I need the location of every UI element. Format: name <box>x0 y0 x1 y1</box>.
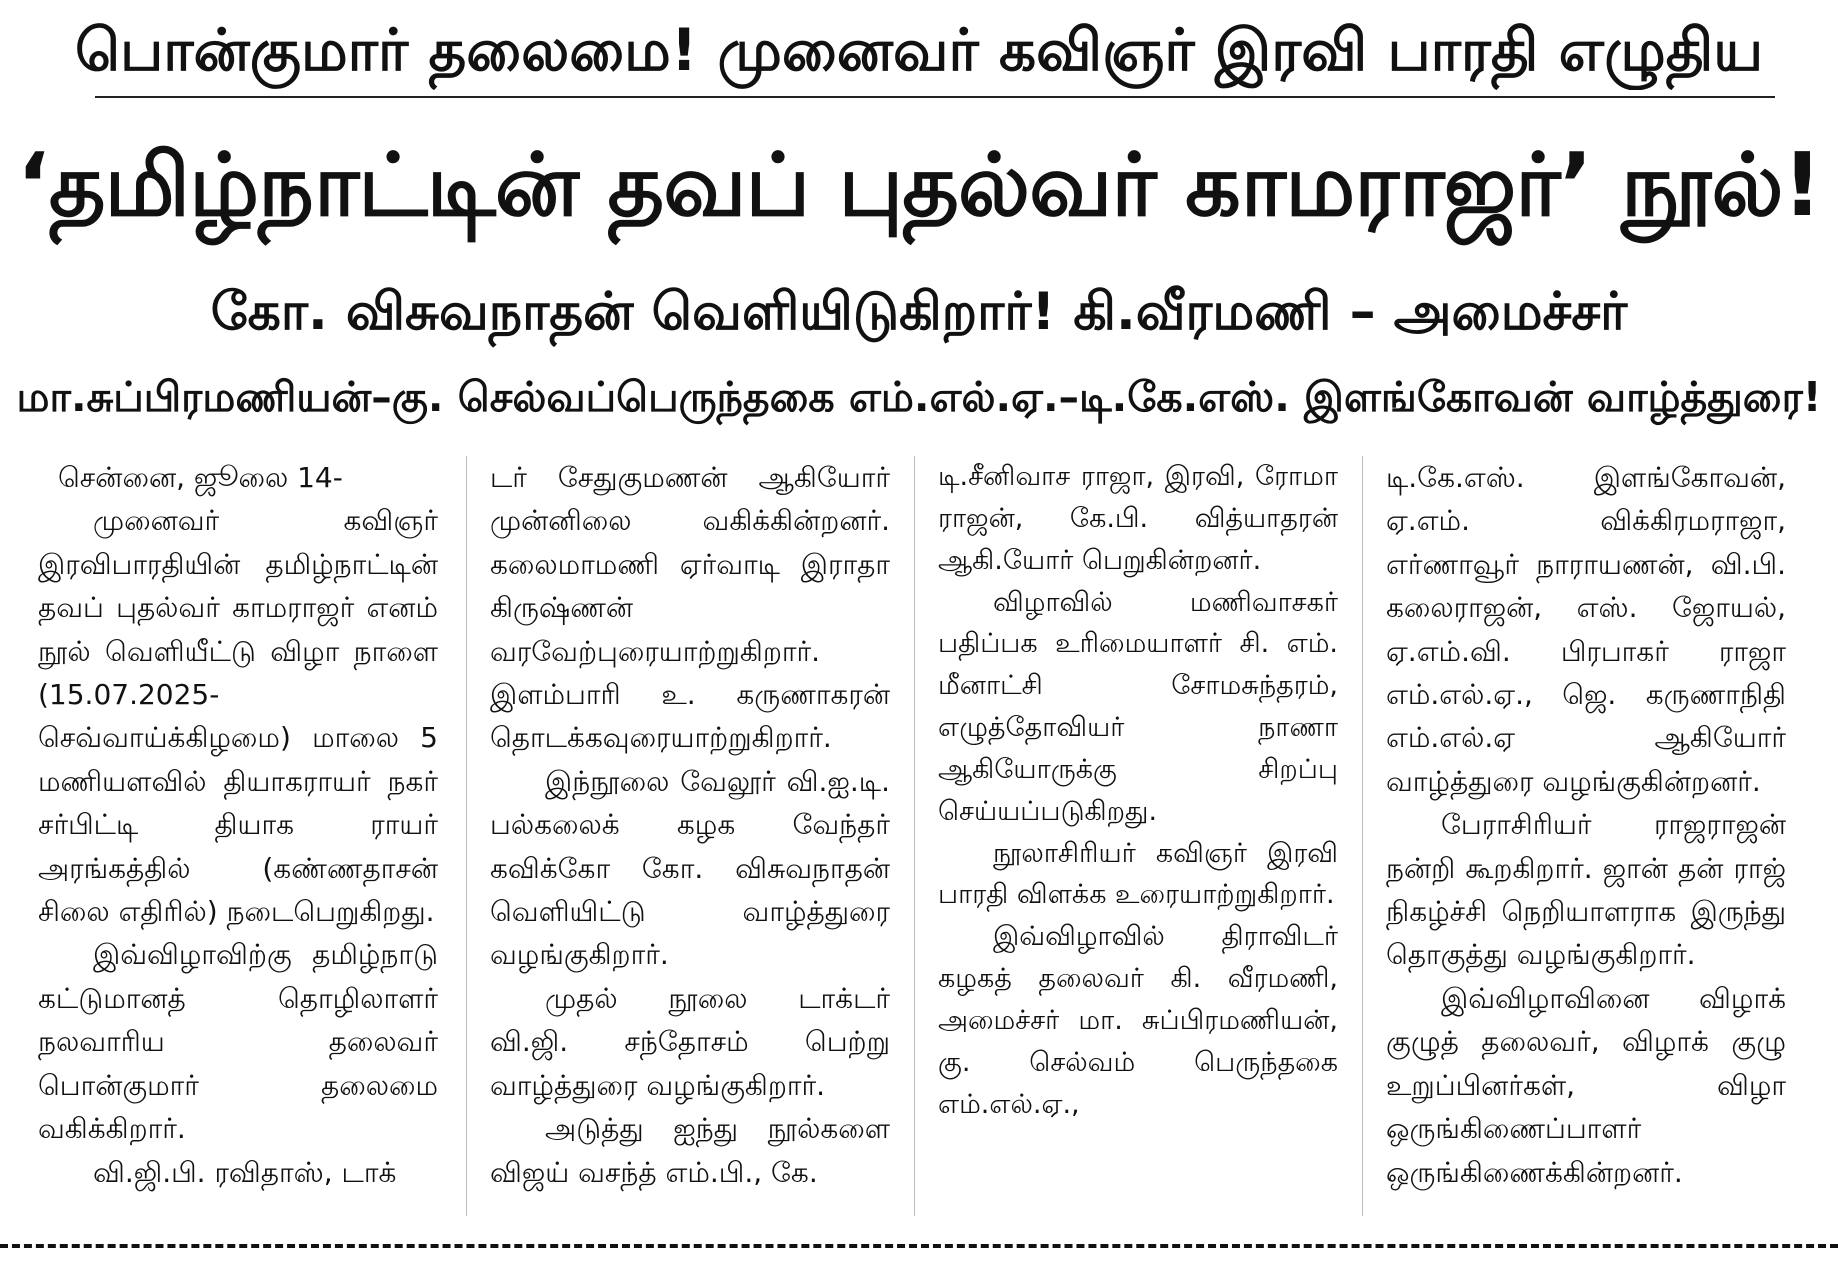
article-column-4 <box>1386 456 1786 1216</box>
article-paragraph: இவ்விழாவிற்கு தமிழ்நாடு கட்டுமானத் தொழிலாளர் நலவாரிய தலைவர் பொன்குமார் தலைமை வகிக்கிறார். <box>38 938 438 1146</box>
article-column-2 <box>490 456 890 1216</box>
column-divider <box>1362 456 1363 1216</box>
article-paragraph: முதல் நூலை டாக்டர் வி.ஜி. சந்தோசம் பெற்று வாழ்த்துரை வழங்குகிறார். <box>490 981 890 1102</box>
article-paragraph: டி.சீனிவாச ராஜா, இரவி, ரோமா ராஜன், கே.பி. வித்யாதரன் ஆகி.யோர் பெறுகின்றனர். <box>938 461 1338 576</box>
bottom-dashed-rule <box>0 1244 1838 1248</box>
article-paragraph: டர் சேதுகுமணன் ஆகியோர் முன்னிலை வகிக்கின்றனர். கலைமாமணி ஏர்வாடி இராதா கிருஷ்ணன் வரவேற்புரையாற்றுகிறார். இளம்பாரி உ. கருணாகரன் தொடக்கவுரையாற்றுகிறார். <box>490 461 890 755</box>
article-column-1 <box>38 456 438 1216</box>
article-paragraph: நூலாசிரியர் கவிஞர் இரவி பாரதி விளக்க உரையாற்றுகிறார். <box>938 837 1338 911</box>
main-headline: ‘தமிழ்நாட்டின் தவப் புதல்வர் காமராஜர்’ நூல்! <box>16 134 1822 236</box>
article-paragraph: பேராசிரியர் ராஜராஜன் நன்றி கூறகிறார். ஜான் தன் ராஜ் நிகழ்ச்சி நெறியாளராக இருந்து தொகுத்து வழங்குகிறார். <box>1386 808 1786 972</box>
article-paragraph: இந்நூலை வேலூர் வி.ஐ.டி. பல்கலைக் கழக வேந்தர் கவிக்கோ கோ. விசுவநாதன் வெளியிட்டு வாழ்த்துரை வழங்குகிறார். <box>490 764 890 972</box>
article-paragraph: முனைவர் கவிஞர் இரவிபாரதியின் தமிழ்நாட்டின் தவப் புதல்வர் காமராஜர் எனம் நூல் வெளியீட்டு விழா நாளை (15.07.2025-செவ்வாய்க்கிழமை) மாலை 5 மணியளவில் தியாகராயர் நகர் சர்பிட்டி தியாக ராயர் அரங்கத்தில் (கண்ணதாசன் சிலை எதிரில்) நடைபெறுகிறது. <box>38 504 438 929</box>
article-paragraph: அடுத்து ஐந்து நூல்களை விஜய் வசந்த் எம்.பி., கே. <box>490 1112 890 1189</box>
article-paragraph: வி.ஜி.பி. ரவிதாஸ், டாக் <box>93 1155 397 1189</box>
dateline: சென்னை, ஜூலை 14- <box>58 461 343 494</box>
article-body <box>38 456 1808 1216</box>
article-column-3 <box>938 456 1338 1216</box>
column-divider <box>466 456 467 1216</box>
column-divider <box>914 456 915 1216</box>
article-paragraph: விழாவில் மணிவாசகர் பதிப்பக உரிமையாளர் சி. எம். மீனாட்சி சோமசுந்தரம், எழுத்தோவியர் நாணா ஆகியோருக்கு சிறப்பு செய்யப்படுகிறது. <box>938 586 1338 827</box>
header-rule <box>95 96 1775 98</box>
subheadline-line-2: மா.சுப்பிரமணியன்–கு. செல்வப்பெருந்தகை எம்.எல்.ஏ.–டி.கே.எஸ். இளங்கோவன் வாழ்த்துரை! <box>16 373 1822 421</box>
subheadline-line-1: கோ. விசுவநாதன் வெளியிடுகிறார்! கி.வீரமணி – அமைச்சர் <box>210 282 1628 342</box>
article-paragraph: டி.கே.எஸ். இளங்கோவன், ஏ.எம். விக்கிரமராஜா, எர்ணாவூர் நாராயணன், வி.பி. கலைராஜன், எஸ். ஜோயல், ஏ.எம்.வி. பிரபாகர் ராஜா எம்.எல்.ஏ., ஜெ. கருணாநிதி எம்.எல்.ஏ ஆகியோர் வாழ்த்துரை வழங்குகின்றனர். <box>1386 461 1786 798</box>
article-paragraph: இவ்விழாவினை விழாக் குழுத் தலைவர், விழாக் குழு உறுப்பினர்கள், விழா ஒருங்கிணைப்பாளர் ஒருங்கிணைக்கின்றனர். <box>1386 981 1786 1189</box>
kicker-headline: பொன்குமார் தலைமை! முனைவர் கவிஞர் இரவி பாரதி எழுதிய <box>74 16 1764 84</box>
article-paragraph: இவ்விழாவில் திராவிடர் கழகத் தலைவர் கி. வீரமணி, அமைச்சர் மா. சுப்பிரமணியன், கு. செல்வம் பெருந்தகை எம்.எல்.ஏ., <box>938 921 1338 1120</box>
